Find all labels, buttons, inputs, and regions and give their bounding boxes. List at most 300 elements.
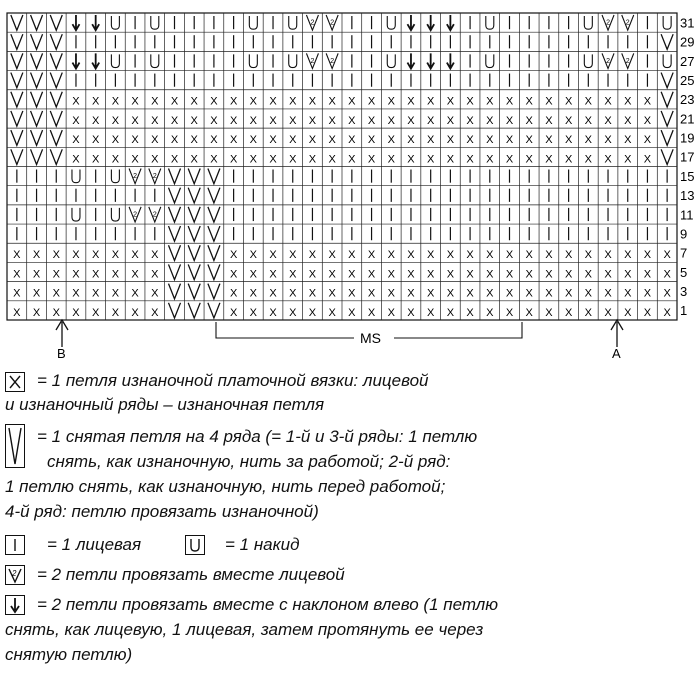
row-number: 21 [680, 111, 695, 127]
slipped-stitch-mark [208, 169, 220, 184]
purl-stitch-mark: X [427, 95, 435, 108]
purl-stitch-mark: X [151, 249, 159, 262]
knit-stitch-icon [5, 535, 25, 555]
purl-stitch-mark: X [32, 287, 41, 300]
yarn-over-mark [151, 16, 159, 29]
purl-stitch-mark: X [604, 306, 612, 319]
purl-stitch-mark: X [545, 134, 553, 147]
slipped-stitch-mark [31, 111, 43, 126]
purl-stitch-mark: X [367, 153, 376, 166]
purl-stitch-mark: X [72, 306, 80, 319]
purl-stitch-mark: X [111, 268, 120, 281]
purl-stitch-mark: X [525, 306, 533, 319]
k2tog-number: 2 [330, 57, 335, 65]
purl-stitch-mark: X [269, 268, 277, 281]
legend-k2tog-text: = 2 петли провязать вместе лицевой [37, 565, 345, 584]
purl-stitch-mark: X [643, 95, 652, 108]
slipped-stitch-mark [169, 169, 181, 184]
slipped-stitch-mark [208, 188, 220, 203]
purl-stitch-mark: X [13, 287, 21, 300]
legend-ssk-line2: снять, как лицевую, 1 лицевая, затем протянуть ее через [5, 620, 484, 639]
purl-stitch-mark: X [269, 95, 277, 108]
purl-stitch-mark: X [151, 268, 159, 281]
purl-stitch-mark: X [72, 134, 80, 147]
purl-stitch-mark: X [151, 153, 159, 166]
purl-stitch-mark: X [269, 153, 277, 166]
slipped-stitch-mark [50, 149, 62, 164]
ssk-mark [407, 15, 414, 30]
slipped-stitch-mark [208, 284, 220, 299]
purl-stitch-mark: X [525, 153, 533, 166]
k2tog-icon [5, 565, 25, 585]
purl-stitch-mark: X [32, 306, 41, 319]
purl-stitch-mark: X [486, 134, 494, 147]
purl-stitch-mark: X [643, 268, 652, 281]
k2tog-number: 2 [133, 173, 138, 181]
purl-stitch-mark: X [308, 306, 317, 319]
purl-stitch-mark: X [210, 153, 218, 166]
slipped-stitch-mark [208, 245, 220, 260]
purl-stitch-mark: X [170, 153, 179, 166]
purl-stitch-mark: X [32, 249, 41, 262]
purl-stitch-mark: X [604, 153, 612, 166]
slipped-stitch-mark [661, 73, 673, 88]
purl-stitch-mark: X [643, 249, 652, 262]
purl-stitch-mark: X [564, 95, 573, 108]
chart-grid [7, 13, 677, 320]
purl-stitch-mark: X [269, 287, 277, 300]
ssk-arrow-icon [5, 595, 25, 615]
k2tog-number: 2 [310, 19, 315, 27]
purl-stitch-mark: X [328, 287, 336, 300]
purl-stitch-mark: X [584, 306, 592, 319]
yarn-over-mark [486, 54, 494, 67]
slipped-stitch-mark [11, 130, 23, 145]
purl-stitch-mark: X [249, 114, 257, 127]
purl-stitch-mark: X [486, 114, 494, 127]
purl-stitch-mark: X [131, 249, 139, 262]
slipped-stitch-mark [169, 264, 181, 279]
purl-stitch-mark: X [328, 134, 336, 147]
purl-stitch-mark: X [387, 134, 395, 147]
purl-stitch-mark: X [367, 114, 376, 127]
purl-stitch-mark: X [131, 268, 139, 281]
purl-stitch-mark: X [328, 249, 336, 262]
purl-stitch-mark: X [505, 287, 514, 300]
yarn-over-mark [249, 54, 257, 67]
slipped-stitch-mark [169, 226, 181, 241]
purl-stitch-mark: X [92, 114, 100, 127]
slipped-stitch-mark [11, 149, 23, 164]
purl-stitch-mark: X [131, 134, 139, 147]
purl-stitch-mark: X [92, 268, 100, 281]
slipped-stitch-mark [208, 207, 220, 222]
row-number: 3 [680, 284, 688, 300]
purl-stitch-icon [5, 372, 25, 392]
purl-stitch-mark: X [564, 306, 573, 319]
purl-stitch-mark: X [643, 306, 652, 319]
purl-stitch-mark: X [229, 153, 238, 166]
slipped-stitch-mark [188, 207, 200, 222]
ms-label: MS [360, 330, 381, 346]
row-number: 7 [680, 245, 688, 261]
purl-stitch-mark: X [367, 268, 376, 281]
purl-stitch-mark: X [92, 134, 100, 147]
purl-stitch-mark: X [52, 268, 60, 281]
purl-stitch-mark: X [387, 287, 395, 300]
purl-stitch-mark: X [229, 249, 238, 262]
purl-stitch-mark: X [170, 134, 179, 147]
purl-stitch-mark: X [111, 153, 120, 166]
slipped-stitch-mark [31, 130, 43, 145]
purl-stitch-mark: X [289, 153, 297, 166]
purl-stitch-mark: X [545, 95, 553, 108]
svg-text:2: 2 [12, 569, 17, 578]
purl-stitch-mark: X [407, 249, 415, 262]
purl-stitch-mark: X [486, 306, 494, 319]
slipped-stitch-mark [11, 111, 23, 126]
purl-stitch-mark: X [446, 268, 455, 281]
slipped-stitch-mark [50, 34, 62, 49]
purl-stitch-mark: X [584, 268, 592, 281]
purl-stitch-mark: X [269, 114, 277, 127]
purl-stitch-mark: X [407, 95, 415, 108]
slipped-stitch-mark [169, 284, 181, 299]
slipped-stitch-mark [188, 226, 200, 241]
slipped-stitch-mark [50, 111, 62, 126]
row-number: 29 [680, 34, 695, 50]
purl-stitch-mark: X [525, 95, 533, 108]
legend-v-line1: = 1 снятая петля на 4 ряда (= 1-й и 3-й ряды: 1 петлю [37, 427, 478, 446]
purl-stitch-mark: X [190, 95, 198, 108]
slipped-stitch-mark [661, 130, 673, 145]
row-number: 15 [680, 168, 695, 184]
purl-stitch-mark: X [564, 249, 573, 262]
purl-stitch-mark: X [249, 95, 257, 108]
purl-stitch-mark: X [663, 287, 671, 300]
purl-stitch-mark: X [289, 114, 297, 127]
purl-stitch-mark: X [269, 306, 277, 319]
purl-stitch-mark: X [545, 268, 553, 281]
purl-stitch-mark: X [387, 114, 395, 127]
yarn-over-mark [111, 54, 119, 67]
purl-stitch-mark: X [564, 287, 573, 300]
purl-stitch-mark: X [249, 268, 257, 281]
yarn-over-mark [111, 208, 119, 221]
yarn-over-mark [151, 54, 159, 67]
legend-x-line1: = 1 петля изнаночной платочной вязки: лицевой [37, 371, 429, 390]
purl-stitch-mark: X [427, 306, 435, 319]
purl-stitch-mark: X [643, 134, 652, 147]
k2tog-number: 2 [606, 57, 610, 65]
purl-stitch-mark: X [348, 249, 356, 262]
ssk-mark [427, 15, 434, 30]
purl-stitch-mark: X [249, 153, 257, 166]
purl-stitch-mark: X [466, 95, 474, 108]
purl-stitch-mark: X [92, 249, 100, 262]
slipped-stitch-mark [50, 53, 62, 68]
yarn-over-mark [111, 16, 119, 29]
k2tog-number: 2 [606, 19, 610, 27]
purl-stitch-mark: X [367, 95, 376, 108]
purl-stitch-mark: X [505, 268, 514, 281]
purl-stitch-mark: X [525, 134, 533, 147]
purl-stitch-mark: X [72, 114, 80, 127]
yarn-over-mark [387, 16, 395, 29]
purl-stitch-mark: X [190, 134, 198, 147]
slipped-stitch-mark [188, 284, 200, 299]
purl-stitch-mark: X [367, 306, 376, 319]
purl-stitch-mark: X [328, 306, 336, 319]
row-number: 31 [680, 15, 695, 31]
purl-stitch-mark: X [486, 153, 494, 166]
ssk-mark [92, 53, 99, 68]
slipped-stitch-mark [31, 15, 43, 30]
k2tog-number: 2 [310, 57, 315, 65]
purl-stitch-mark: X [229, 114, 238, 127]
purl-stitch-mark: X [584, 114, 592, 127]
slipped-stitch-mark [661, 149, 673, 164]
ssk-mark [72, 15, 79, 30]
purl-stitch-mark: X [643, 287, 652, 300]
purl-stitch-mark: X [486, 95, 494, 108]
purl-stitch-mark: X [92, 95, 100, 108]
purl-stitch-mark: X [643, 114, 652, 127]
purl-stitch-mark: X [624, 95, 632, 108]
k2tog-number: 2 [133, 211, 138, 219]
slipped-stitch-mark [50, 15, 62, 30]
repeat-markers [56, 320, 623, 361]
ssk-mark [447, 15, 454, 30]
purl-stitch-mark: X [328, 114, 336, 127]
purl-stitch-mark: X [72, 287, 80, 300]
purl-stitch-mark: X [111, 134, 120, 147]
legend-ssk-line3: снятую петлю) [5, 645, 133, 664]
purl-stitch-mark: X [584, 287, 592, 300]
purl-stitch-mark: X [229, 134, 238, 147]
purl-stitch-mark: X [466, 153, 474, 166]
purl-stitch-mark: X [348, 153, 356, 166]
purl-stitch-mark: X [505, 95, 514, 108]
purl-stitch-mark: X [564, 114, 573, 127]
slipped-stitch-mark [169, 207, 181, 222]
ssk-mark [407, 53, 414, 68]
purl-stitch-mark: X [446, 153, 455, 166]
yarn-over-mark [584, 16, 592, 29]
slipped-stitch-mark [50, 73, 62, 88]
purl-stitch-mark: X [308, 249, 317, 262]
purl-stitch-mark: X [72, 153, 80, 166]
purl-stitch-mark: X [486, 249, 494, 262]
row-number: 19 [680, 130, 695, 146]
purl-stitch-mark: X [505, 114, 514, 127]
purl-stitch-mark: X [387, 268, 395, 281]
purl-stitch-mark: X [111, 287, 120, 300]
purl-stitch-mark: X [131, 95, 139, 108]
purl-stitch-mark: X [308, 95, 317, 108]
legend-v-line4: 4-й ряд: петлю провязать изнаночной) [5, 502, 319, 521]
row-number: 5 [680, 264, 688, 280]
purl-stitch-mark: X [210, 134, 218, 147]
purl-stitch-mark: X [367, 287, 376, 300]
purl-stitch-mark: X [407, 153, 415, 166]
purl-stitch-mark: X [229, 268, 238, 281]
purl-stitch-mark: X [525, 249, 533, 262]
purl-stitch-mark: X [466, 287, 474, 300]
purl-stitch-mark: X [525, 287, 533, 300]
purl-stitch-mark: X [584, 95, 592, 108]
purl-stitch-mark: X [545, 306, 553, 319]
legend-v-line2: снять, как изнаночную, нить за работой; 2-й ряд: [47, 452, 451, 471]
row-number: 27 [680, 53, 695, 69]
purl-stitch-mark: X [584, 134, 592, 147]
purl-stitch-mark: X [427, 268, 435, 281]
purl-stitch-mark: X [407, 268, 415, 281]
purl-stitch-mark: X [151, 287, 159, 300]
purl-stitch-mark: X [564, 134, 573, 147]
ssk-mark [72, 53, 79, 68]
ssk-mark [447, 53, 454, 68]
purl-stitch-mark: X [151, 114, 159, 127]
purl-stitch-mark: X [407, 287, 415, 300]
row-number: 25 [680, 72, 695, 88]
purl-stitch-mark: X [564, 268, 573, 281]
k2tog-number: 2 [625, 57, 630, 65]
purl-stitch-mark: X [92, 153, 100, 166]
purl-stitch-mark: X [407, 306, 415, 319]
purl-stitch-mark: X [111, 114, 120, 127]
purl-stitch-mark: X [13, 249, 21, 262]
row-number: 1 [680, 303, 688, 319]
purl-stitch-mark: X [229, 95, 238, 108]
purl-stitch-mark: X [170, 95, 179, 108]
row-number: 9 [680, 226, 688, 242]
purl-stitch-mark: X [52, 249, 60, 262]
purl-stitch-mark: X [249, 249, 257, 262]
legend [5, 370, 695, 670]
purl-stitch-mark: X [328, 95, 336, 108]
purl-stitch-mark: X [111, 249, 120, 262]
purl-stitch-mark: X [289, 268, 297, 281]
purl-stitch-mark: X [52, 306, 60, 319]
slipped-stitch-mark [31, 53, 43, 68]
purl-stitch-mark: X [229, 306, 238, 319]
slipped-stitch-mark [31, 34, 43, 49]
purl-stitch-mark: X [210, 114, 218, 127]
slipped-stitch-mark [11, 92, 23, 107]
slipped-stitch-mark [208, 264, 220, 279]
purl-stitch-mark: X [427, 287, 435, 300]
purl-stitch-mark: X [348, 306, 356, 319]
marker-b-label: B [57, 346, 66, 361]
purl-stitch-mark: X [505, 306, 514, 319]
slipped-stitch-mark [169, 303, 181, 318]
purl-stitch-mark: X [289, 134, 297, 147]
slipped-stitch-mark [188, 188, 200, 203]
row-number: 11 [680, 207, 694, 223]
purl-stitch-mark: X [210, 95, 218, 108]
marker-a-label: A [612, 346, 621, 361]
purl-stitch-mark: X [624, 306, 632, 319]
purl-stitch-mark: X [604, 95, 612, 108]
purl-stitch-mark: X [190, 153, 198, 166]
purl-stitch-mark: X [624, 114, 632, 127]
yarn-over-mark [289, 54, 297, 67]
purl-stitch-mark: X [663, 268, 671, 281]
legend-x-line2: и изнаночный ряды – изнаночная петля [5, 395, 325, 414]
yarn-over-mark [663, 16, 671, 29]
purl-stitch-mark: X [289, 306, 297, 319]
purl-stitch-mark: X [131, 287, 139, 300]
purl-stitch-mark: X [289, 95, 297, 108]
purl-stitch-mark: X [604, 249, 612, 262]
slipped-stitch-mark [661, 92, 673, 107]
yarn-over-mark [486, 16, 494, 29]
yarn-over-mark [387, 54, 395, 67]
legend-knit-text: = 1 лицевая [47, 535, 142, 554]
purl-stitch-mark: X [427, 153, 435, 166]
slipped-stitch-mark [31, 92, 43, 107]
purl-stitch-mark: X [72, 249, 80, 262]
legend-yo-text: = 1 накид [225, 535, 300, 554]
purl-stitch-mark: X [32, 268, 41, 281]
slipped-stitch-mark [31, 149, 43, 164]
purl-stitch-mark: X [269, 134, 277, 147]
purl-stitch-mark: X [466, 249, 474, 262]
yarn-over-mark [72, 170, 80, 183]
purl-stitch-mark: X [289, 249, 297, 262]
purl-stitch-mark: X [151, 95, 159, 108]
slipped-stitch-mark [208, 303, 220, 318]
purl-stitch-mark: X [505, 153, 514, 166]
purl-stitch-mark: X [584, 249, 592, 262]
purl-stitch-mark: X [427, 134, 435, 147]
slipped-stitch-mark [661, 111, 673, 126]
purl-stitch-mark: X [663, 249, 671, 262]
slipped-stitch-mark [31, 73, 43, 88]
purl-stitch-mark: X [387, 153, 395, 166]
purl-stitch-mark: X [446, 306, 455, 319]
purl-stitch-mark: X [151, 306, 159, 319]
purl-stitch-mark: X [111, 306, 120, 319]
purl-stitch-mark: X [564, 153, 573, 166]
ssk-mark [92, 15, 99, 30]
purl-stitch-mark: X [525, 114, 533, 127]
purl-stitch-mark: X [407, 114, 415, 127]
purl-stitch-mark: X [72, 268, 80, 281]
slipped-stitch-mark [188, 264, 200, 279]
legend-v-line3: 1 петлю снять, как изнаночную, нить перед работой; [5, 477, 446, 496]
purl-stitch-mark: X [308, 287, 317, 300]
purl-stitch-mark: X [387, 306, 395, 319]
row-number: 13 [680, 188, 695, 204]
purl-stitch-mark: X [52, 287, 60, 300]
purl-stitch-mark: X [72, 95, 80, 108]
purl-stitch-mark: X [131, 153, 139, 166]
purl-stitch-mark: X [624, 249, 632, 262]
purl-stitch-mark: X [643, 153, 652, 166]
purl-stitch-mark: X [624, 153, 632, 166]
slipped-stitch-icon [5, 424, 25, 468]
purl-stitch-mark: X [466, 114, 474, 127]
purl-stitch-mark: X [249, 134, 257, 147]
slipped-stitch-mark [11, 34, 23, 49]
purl-stitch-mark: X [348, 95, 356, 108]
purl-stitch-mark: X [151, 134, 159, 147]
purl-stitch-mark: X [486, 287, 494, 300]
purl-stitch-mark: X [190, 114, 198, 127]
purl-stitch-mark: X [505, 249, 514, 262]
